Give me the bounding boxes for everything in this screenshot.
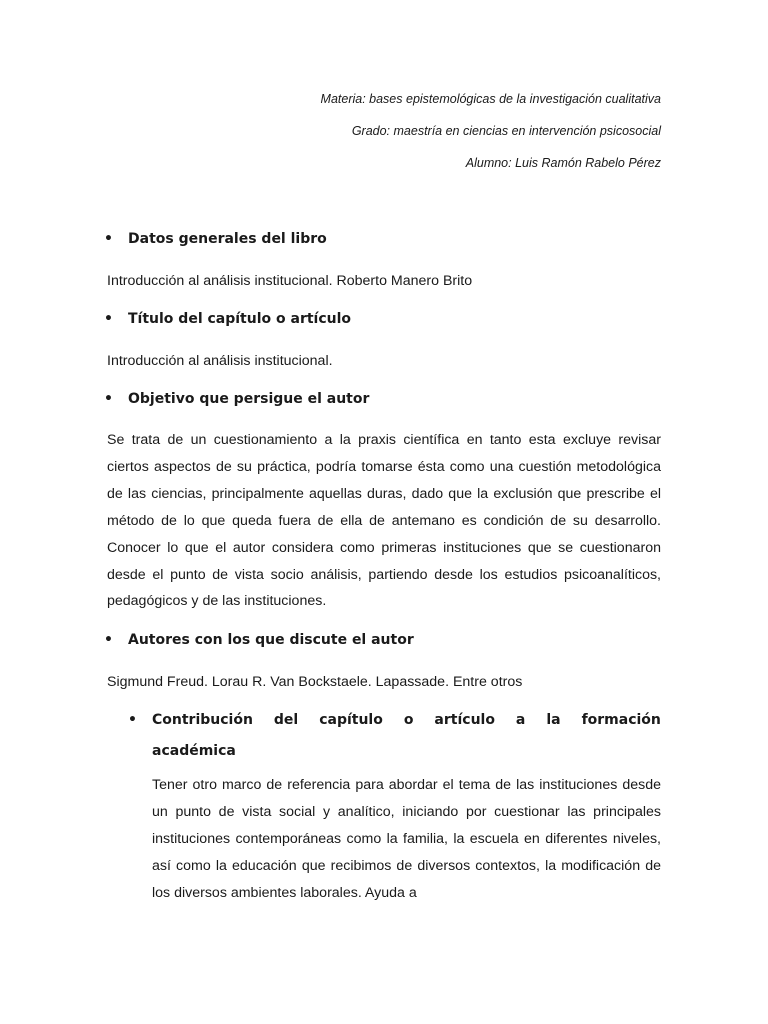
bullet-icon: •	[104, 231, 113, 247]
section-heading-objective	[104, 391, 370, 407]
header-subject: Materia: bases epistemológicas de la investigación cualitativa	[320, 92, 661, 106]
heading-word: artículo	[434, 712, 495, 728]
section-heading-chapter-title	[104, 311, 352, 327]
section-heading-authors	[104, 632, 414, 648]
section-text-book-data: Introducción al análisis institucional. Roberto Manero Brito	[107, 273, 473, 289]
heading-text: Objetivo que persigue el autor	[128, 391, 370, 407]
section-text-authors: Sigmund Freud. Lorau R. Van Bockstaele. Lapassade. Entre otros	[107, 674, 523, 690]
section-heading-book-data	[104, 231, 327, 247]
header-degree: Grado: maestría en ciencias en intervención psicosocial	[351, 124, 661, 138]
heading-word: o	[403, 712, 414, 728]
heading-line-2: académica	[152, 743, 236, 759]
section-text-contribution: Tener otro marco de referencia para abordar el tema de las instituciones desde un punto de vista social y analítico, iniciando por cuestionar las principales instituciones contemporáneas como la familia, la escuela en diferentes niveles, así como la educación que recibimos de diversos contextos, la modificación de los diversos ambientes laborales. Ayuda a	[152, 777, 661, 901]
bullet-icon: •	[104, 632, 113, 648]
heading-word: capítulo	[319, 712, 383, 728]
heading-text: Título del capítulo o artículo	[128, 311, 352, 327]
section-text-chapter-title: Introducción al análisis institucional.	[107, 353, 333, 369]
heading-word: la	[546, 712, 561, 728]
heading-text: Datos generales del libro	[128, 231, 327, 247]
bullet-icon: •	[104, 311, 113, 327]
heading-word: del	[273, 712, 299, 728]
bullet-icon: •	[128, 712, 137, 728]
heading-word: Contribución	[152, 712, 253, 728]
heading-text: Autores con los que discute el autor	[128, 632, 414, 648]
heading-word: a	[515, 712, 526, 728]
heading-line-1	[152, 705, 661, 736]
heading-word: formación	[581, 712, 661, 728]
section-text-objective: Se trata de un cuestionamiento a la praxis científica en tanto esta excluye revisar ciertos aspectos de su práctica, podría tomarse ésta como una cuestión metodológica de las ciencias, principalmente aquellas duras, dado que la exclusión que prescribe el método de lo que queda fuera de ella de antemano es condición de su desarrollo. Conocer lo que el autor considera como primeras instituciones que se cuestionaron desde el punto de vista socio análisis, partiendo desde los estudios psicoanalíticos, pedagógicos y de las instituciones.	[107, 432, 661, 610]
header-student: Alumno: Luis Ramón Rabelo Pérez	[465, 156, 661, 170]
section-heading-contribution	[152, 705, 661, 767]
bullet-icon: •	[104, 391, 113, 407]
